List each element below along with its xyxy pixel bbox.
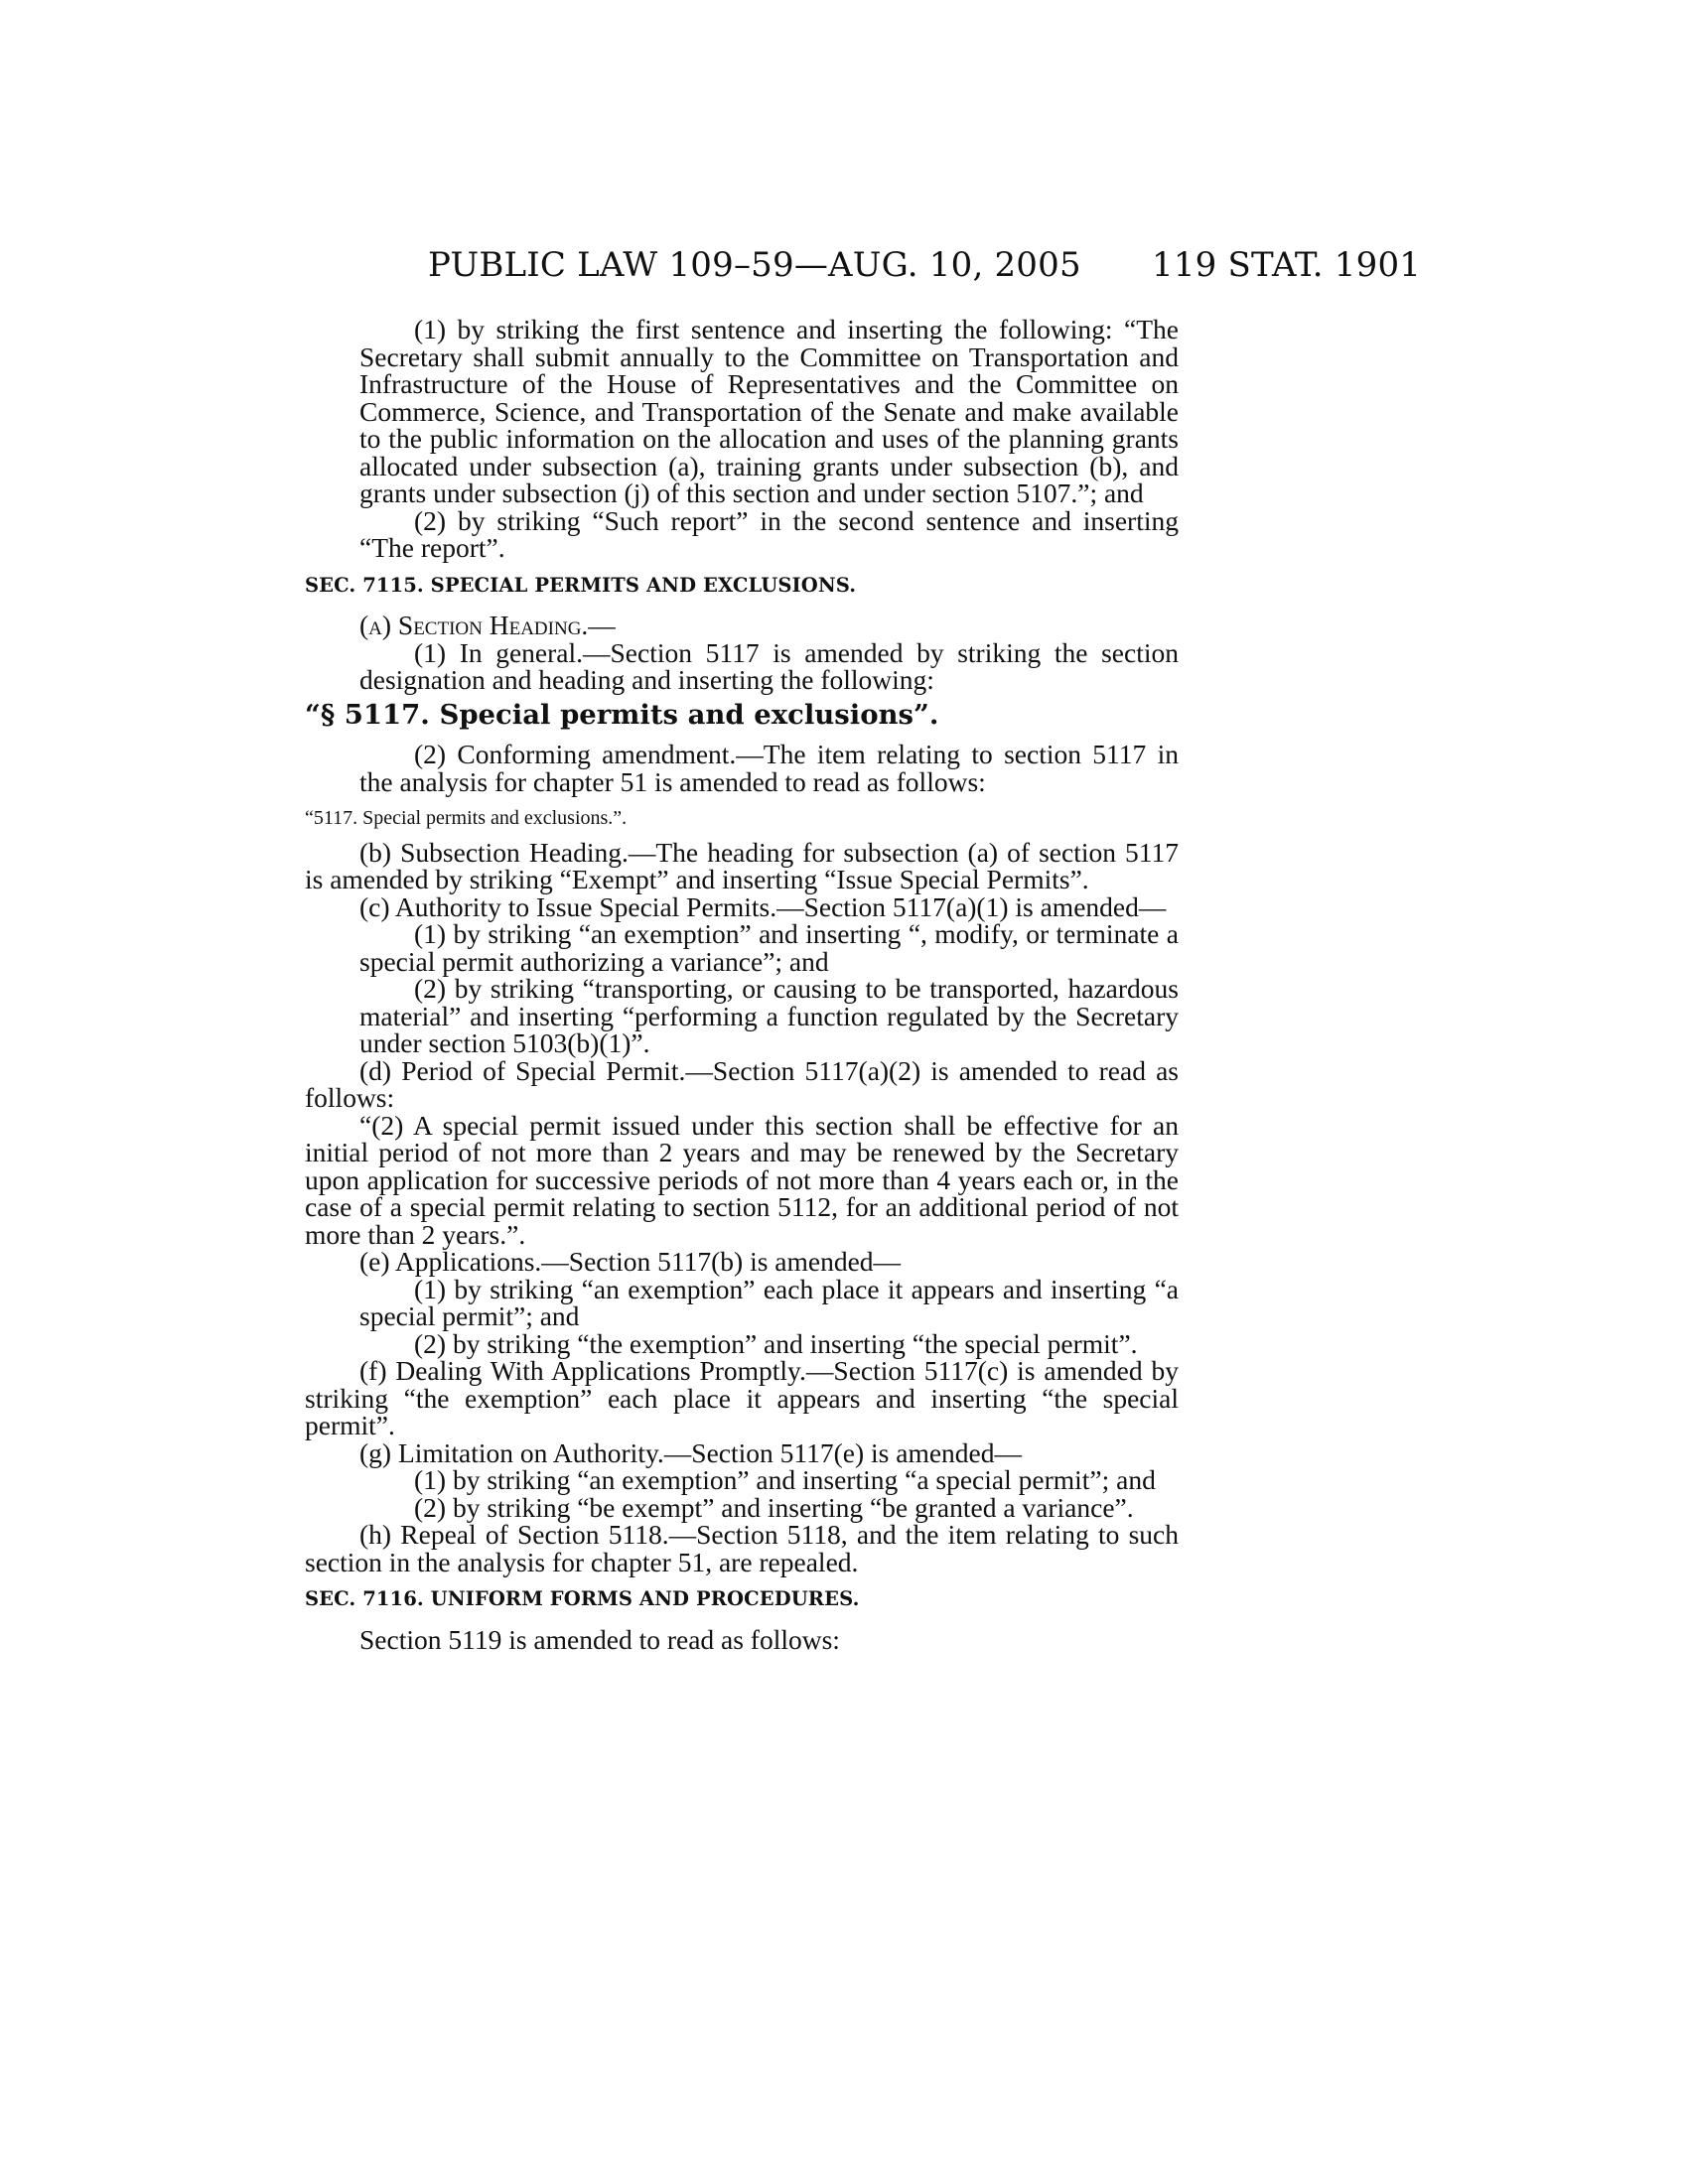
paragraph: (2) Conforming amendment.—The item relating to section 5117 in the analysis for chapter 51 is amended to read as follows: (359, 739, 1179, 797)
paragraph: (2) by striking “transporting, or causing to be transported, hazardous material” and inserting “performing a function regulated by the Secretary under section 5103(b)(1)”. (359, 973, 1179, 1058)
inserted-section-heading: “§ 5117. Special permits and exclusions”. (305, 698, 939, 731)
paragraph: Section 5119 is amended to read as follows: (359, 1623, 840, 1655)
paragraph: (d) Period of Special Permit.—Section 5117(a)(2) is amended to read as follows: (305, 1054, 1179, 1113)
paragraph: (1) by striking “an exemption” and inserting “a special permit”; and (414, 1464, 1156, 1495)
paragraph: (g) Limitation on Authority.—Section 5117(e) is amended— (359, 1436, 1023, 1468)
analysis-item: “5117. Special permits and exclusions.”. (305, 807, 628, 829)
paragraph: (2) by striking “Such report” in the second sentence and inserting “The report”. (359, 504, 1179, 563)
paragraph: (b) Subsection Heading.—The heading for subsection (a) of section 5117 is amended by striking “Exempt” and inserting “Issue Special Permits”. (305, 836, 1179, 894)
paragraph: (2) by striking “be exempt” and inserting “be granted a variance”. (414, 1491, 1134, 1523)
paragraph: (e) Applications.—Section 5117(b) is amended— (359, 1246, 902, 1277)
paragraph: (1) by striking the first sentence and inserting the following: “The Secretary shall submit annually to the Committee on Transportation and Infrastructure of the House of Representatives and the Committee on Commerce, Science, and Transportation of the Senate and make available to the public information on the allocation and uses of the planning grants allocated under subsection (a), training grants under subsection (b), and grants under subsection (j) of this section and under section 5107.”; and (359, 314, 1179, 508)
page-number: 119 STAT. 1901 (1152, 245, 1422, 285)
paragraph: (h) Repeal of Section 5118.—Section 5118, and the item relating to such section in the analysis for chapter 51, are repealed. (305, 1519, 1179, 1577)
running-header-title: PUBLIC LAW 109–59—AUG. 10, 2005 (428, 245, 1081, 285)
document-body (305, 316, 1179, 1653)
paragraph: (1) by striking “an exemption” each place it appears and inserting “a special permit”; and (359, 1273, 1179, 1331)
section-heading: SEC. 7115. SPECIAL PERMITS AND EXCLUSIONS. (305, 573, 857, 597)
section-heading: SEC. 7116. UNIFORM FORMS AND PROCEDURES. (305, 1587, 860, 1610)
subsection-heading: (a) Section Heading.— (359, 610, 616, 640)
paragraph: (1) In general.—Section 5117 is amended by striking the section designation and heading and inserting the following: (359, 636, 1179, 695)
paragraph: (1) by striking “an exemption” and inserting “, modify, or terminate a special permit authorizing a variance”; and (359, 918, 1179, 977)
paragraph: (c) Authority to Issue Special Permits.—Section 5117(a)(1) is amended— (359, 890, 1167, 922)
paragraph: (f) Dealing With Applications Promptly.—Section 5117(c) is amended by striking “the exemption” each place it appears and inserting “the special permit”. (305, 1355, 1179, 1440)
paragraph: (2) by striking “the exemption” and inserting “the special permit”. (414, 1327, 1138, 1359)
paragraph: “(2) A special permit issued under this section shall be effective for an initial period of not more than 2 years and may be renewed by the Secretary upon application for successive periods of not more than 4 years each or, in the case of a special permit relating to section 5112, for an additional period of not more than 2 years.”. (305, 1109, 1179, 1250)
